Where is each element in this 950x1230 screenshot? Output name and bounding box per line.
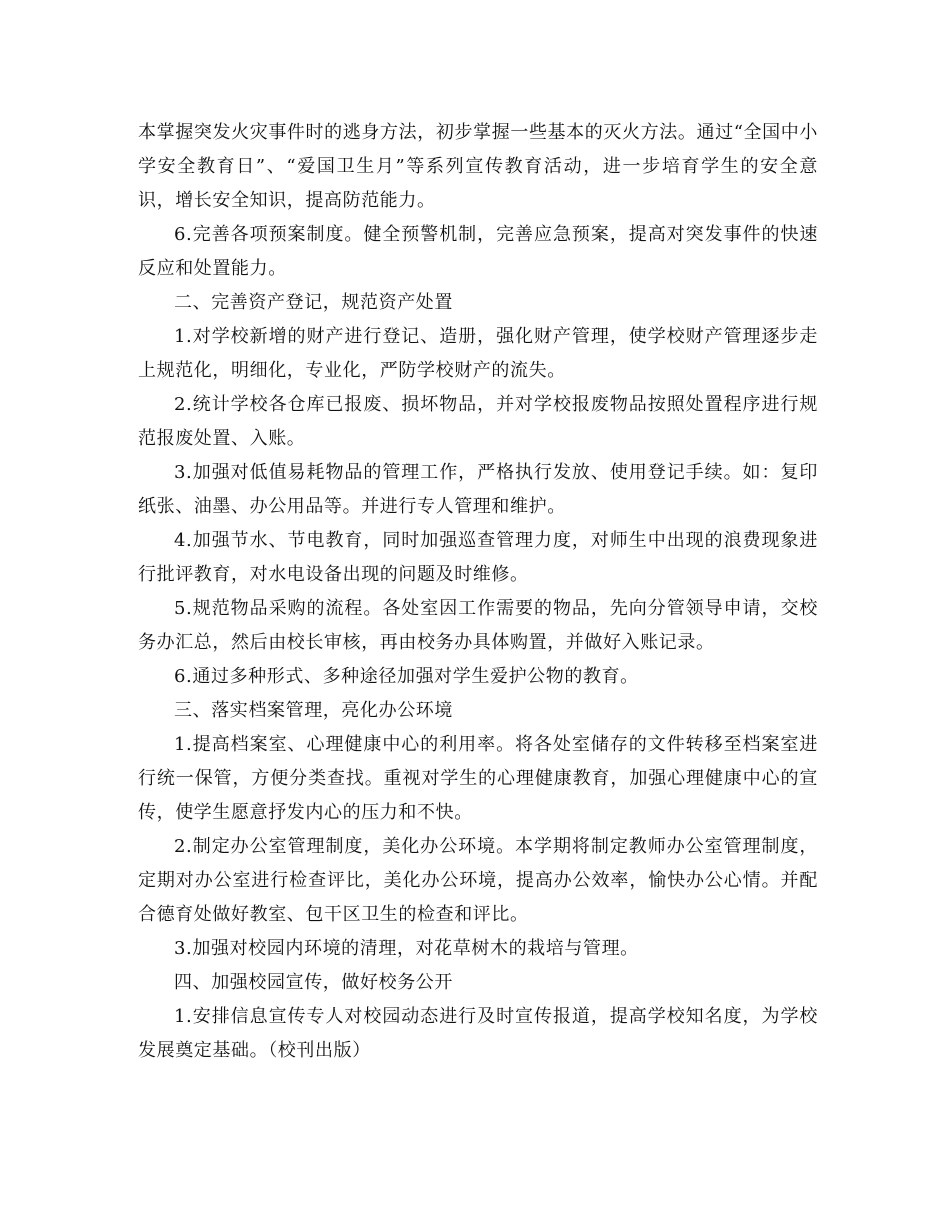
document-body: [138, 116, 818, 1068]
paragraph-item: 1.安排信息宣传专人对校园动态进行及时宣传报道，提高学校知名度，为学校发展奠定基础。（校刊出版）: [138, 1006, 818, 1061]
paragraph-item: 3.加强对校园内环境的清理，对花草树木的栽培与管理。: [174, 938, 639, 959]
section-heading: 三、落实档案管理，亮化办公环境: [174, 700, 453, 721]
paragraph-item: 1.对学校新增的财产进行登记、造册，强化财产管理，使学校财产管理逐步走上规范化，明细化，专业化，严防学校财产的流失。: [138, 326, 818, 381]
paragraph-item: 3.加强对低值易耗物品的管理工作，严格执行发放、使用登记手续。如：复印纸张、油墨、办公用品等。并进行专人管理和维护。: [138, 462, 818, 517]
paragraph-item: 6.通过多种形式、多种途径加强对学生爱护公物的教育。: [174, 666, 639, 687]
paragraph-item: 1.提高档案室、心理健康中心的利用率。将各处室储存的文件转移至档案室进行统一保管，方便分类查找。重视对学生的心理健康教育，加强心理健康中心的宣传，使学生愿意抒发内心的压力和不快。: [138, 734, 818, 823]
section-heading: 四、加强校园宣传，做好校务公开: [174, 972, 453, 993]
paragraph-item: 5.规范物品采购的流程。各处室因工作需要的物品，先向分管领导申请，交校务办汇总，然后由校长审核，再由校务办具体购置，并做好入账记录。: [138, 598, 818, 653]
paragraph-item: 2.统计学校各仓库已报废、损坏物品，并对学校报废物品按照处置程序进行规范报废处置、入账。: [138, 394, 818, 449]
paragraph-item: 6.完善各项预案制度。健全预警机制，完善应急预案，提高对突发事件的快速反应和处置能力。: [138, 224, 818, 279]
paragraph-item: 2.制定办公室管理制度，美化办公环境。本学期将制定教师办公室管理制度，定期对办公室进行检查评比，美化办公环境，提高办公效率，愉快办公心情。并配合德育处做好教室、包干区卫生的检查和评比。: [138, 836, 818, 925]
paragraph-continuation: 本掌握突发火灾事件时的逃身方法，初步掌握一些基本的灭火方法。通过“全国中小学安全教育日”、“爱国卫生月”等系列宣传教育活动，进一步培育学生的安全意识，增长安全知识，提高防范能力。: [138, 122, 818, 211]
paragraph-item: 4.加强节水、节电教育，同时加强巡查管理力度，对师生中出现的浪费现象进行批评教育，对水电设备出现的问题及时维修。: [138, 530, 818, 585]
section-heading: 二、完善资产登记，规范资产处置: [174, 292, 453, 313]
